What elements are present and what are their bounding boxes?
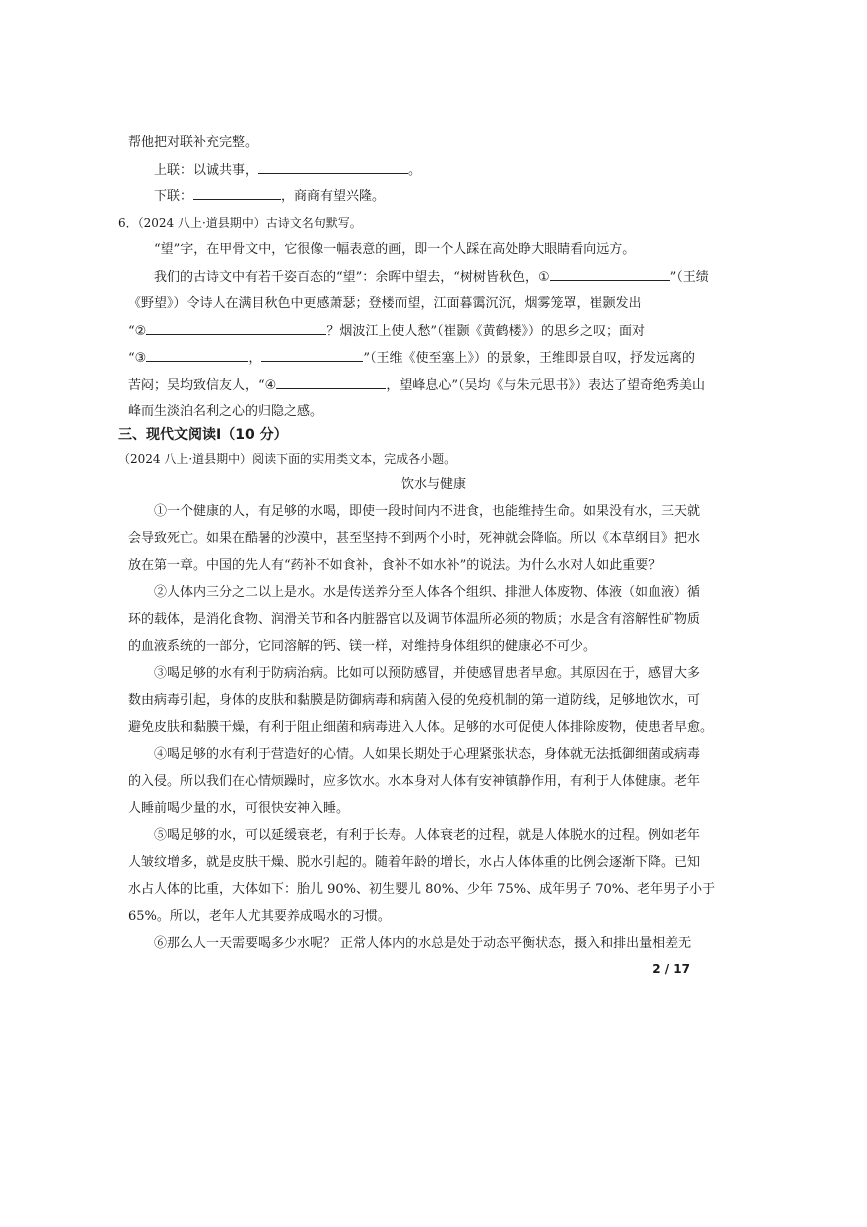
- passage-line: ④喝足够的水有利于营造好的心情。人如果长期处于心理紧张状态，身体就无法抵御细菌或病毒: [154, 747, 701, 762]
- q6-para-1: “望”字，在甲骨文中，它很像一幅表意的画，即一个人踩在高处睁大眼睛看向远方。: [154, 242, 636, 257]
- couplet-upper-end: 。: [408, 163, 422, 178]
- q6-text: ”（王绩: [669, 270, 709, 285]
- q6-text: ”（王维《使至塞上》）的景象，王维即景自叹，抒发远离的: [363, 351, 695, 366]
- poem-blank-1[interactable]: [550, 268, 670, 281]
- passage-line: 数由病毒引起，身体的皮肤和黏膜是防御病毒和病菌入侵的免疫机制的第一道防线，足够地饮水，可: [128, 693, 701, 708]
- q6-text: ？烟波江上使人愁”（崔颢《黄鹤楼》）的思乡之叹；面对: [326, 324, 645, 339]
- q6-text: 苦闷；吴均致信友人，“: [128, 378, 265, 393]
- q6-para-4: [128, 322, 645, 341]
- couplet-upper-label: 上联：以诚共事，: [154, 163, 259, 178]
- passage-line: 65%。所以，老年人尤其要养成喝水的习惯。: [128, 909, 391, 924]
- q6-para-3: 《野望》）令诗人在满目秋色中更感萧瑟；登楼而望，江面暮霭沉沉，烟雾笼罩，崔颢发出: [128, 296, 642, 311]
- passage-line: 避免皮肤和黏膜干燥，有利于阻止细菌和病毒进入人体。足够的水可促使人体排除废物，使患者早愈。: [128, 720, 714, 735]
- passage-line: ⑤喝足够的水，可以延缓衰老，有利于长寿。人体衰老的过程，就是人体脱水的过程。例如老年: [154, 828, 701, 843]
- poem-blank-3b[interactable]: [261, 349, 363, 362]
- passage-line: 的血液系统的一部分，它同溶解的钙、镁一样，对维持身体组织的健康必不可少。: [128, 639, 597, 654]
- blank-marker-2: ②: [134, 324, 147, 339]
- poem-blank-3a[interactable]: [146, 349, 248, 362]
- passage-line: 放在第一章。中国的先人有“药补不如食补，食补不如水补”的说法。为什么水对人如此重要？: [128, 558, 662, 573]
- q6-para-7: 峰而生淡泊名利之心的归隐之感。: [128, 404, 324, 419]
- poem-blank-4[interactable]: [276, 376, 386, 389]
- passage-line: 的入侵。所以我们在心情烦躁时，应多饮水。水本身对人体有安神镇静作用，有利于人体健康。老年: [128, 774, 701, 789]
- blank-marker-3: ③: [134, 351, 147, 366]
- passage-line: 环的载体，是消化食物、润滑关节和各内脏器官以及调节体温所必须的物质；水是含有溶解性矿物质: [128, 612, 701, 627]
- q6-para-2: [154, 268, 709, 287]
- q6-text: ，: [248, 351, 262, 366]
- couplet-upper-blank[interactable]: [258, 161, 408, 174]
- q5-intro: 帮他把对联补充完整。: [128, 135, 259, 150]
- q6-header: 6．（2024 八上·道县期中）古诗文名句默写。: [118, 216, 362, 230]
- passage-line: 会导致死亡。如果在酷暑的沙漠中，甚至坚持不到两个小时，死神就会降临。所以《本草纲目》把水: [128, 531, 701, 546]
- passage-line: ⑥那么人一天需要喝多少水呢？ 正常人体内的水总是处于动态平衡状态，摄入和排出量相差无: [154, 936, 692, 951]
- poem-blank-2[interactable]: [146, 322, 326, 335]
- couplet-lower: [154, 187, 385, 206]
- page-number: 2 / 17: [652, 962, 690, 976]
- couplet-upper: [154, 161, 421, 180]
- passage-line: 人皱纹增多，就是皮肤干燥、脱水引起的。随着年龄的增长，水占人体体重的比例会逐渐下降。已知: [128, 855, 701, 870]
- q6-text: “: [128, 351, 135, 366]
- passage-line: ②人体内三分之二以上是水。水是传送养分至人体各个组织、排泄人体废物、体液（如血液）循: [154, 585, 701, 600]
- q6-text: “: [128, 324, 135, 339]
- q6-text: 我们的古诗文中有若千姿百态的“望”：余晖中望去，“树树皆秋色，: [154, 270, 538, 285]
- blank-marker-1: ①: [537, 270, 550, 285]
- couplet-lower-end: ，商商有望兴隆。: [281, 189, 386, 204]
- article-title: 饮水与健康: [400, 477, 466, 492]
- q6-para-6: [128, 376, 705, 395]
- passage-line: ①一个健康的人，有足够的水喝，即使一段时间内不进食，也能维持生命。如果没有水，三天就: [154, 504, 701, 519]
- passage-line: ③喝足够的水有利于防病治病。比如可以预防感冒，并使感冒患者早愈。其原因在于，感冒大多: [154, 666, 701, 681]
- couplet-lower-blank[interactable]: [193, 187, 281, 200]
- section-heading: 三、现代文阅读Ⅰ（10 分）: [118, 427, 288, 443]
- passage-line: 水占人体的比重，大体如下：胎儿 90%、初生婴儿 80%、少年 75%、成年男子 70%、老年男子小于: [128, 882, 716, 897]
- q6-para-5: [128, 349, 695, 368]
- blank-marker-4: ④: [264, 378, 277, 393]
- q6-text: ，望峰息心”（吴均《与朱元思书》）表达了望奇绝秀美山: [386, 378, 705, 393]
- couplet-lower-label: 下联：: [154, 189, 194, 204]
- passage-line: 人睡前喝少量的水，可很快安神入睡。: [128, 801, 350, 816]
- section-source: （2024 八上·道县期中）阅读下面的实用类文本，完成各小题。: [118, 452, 457, 466]
